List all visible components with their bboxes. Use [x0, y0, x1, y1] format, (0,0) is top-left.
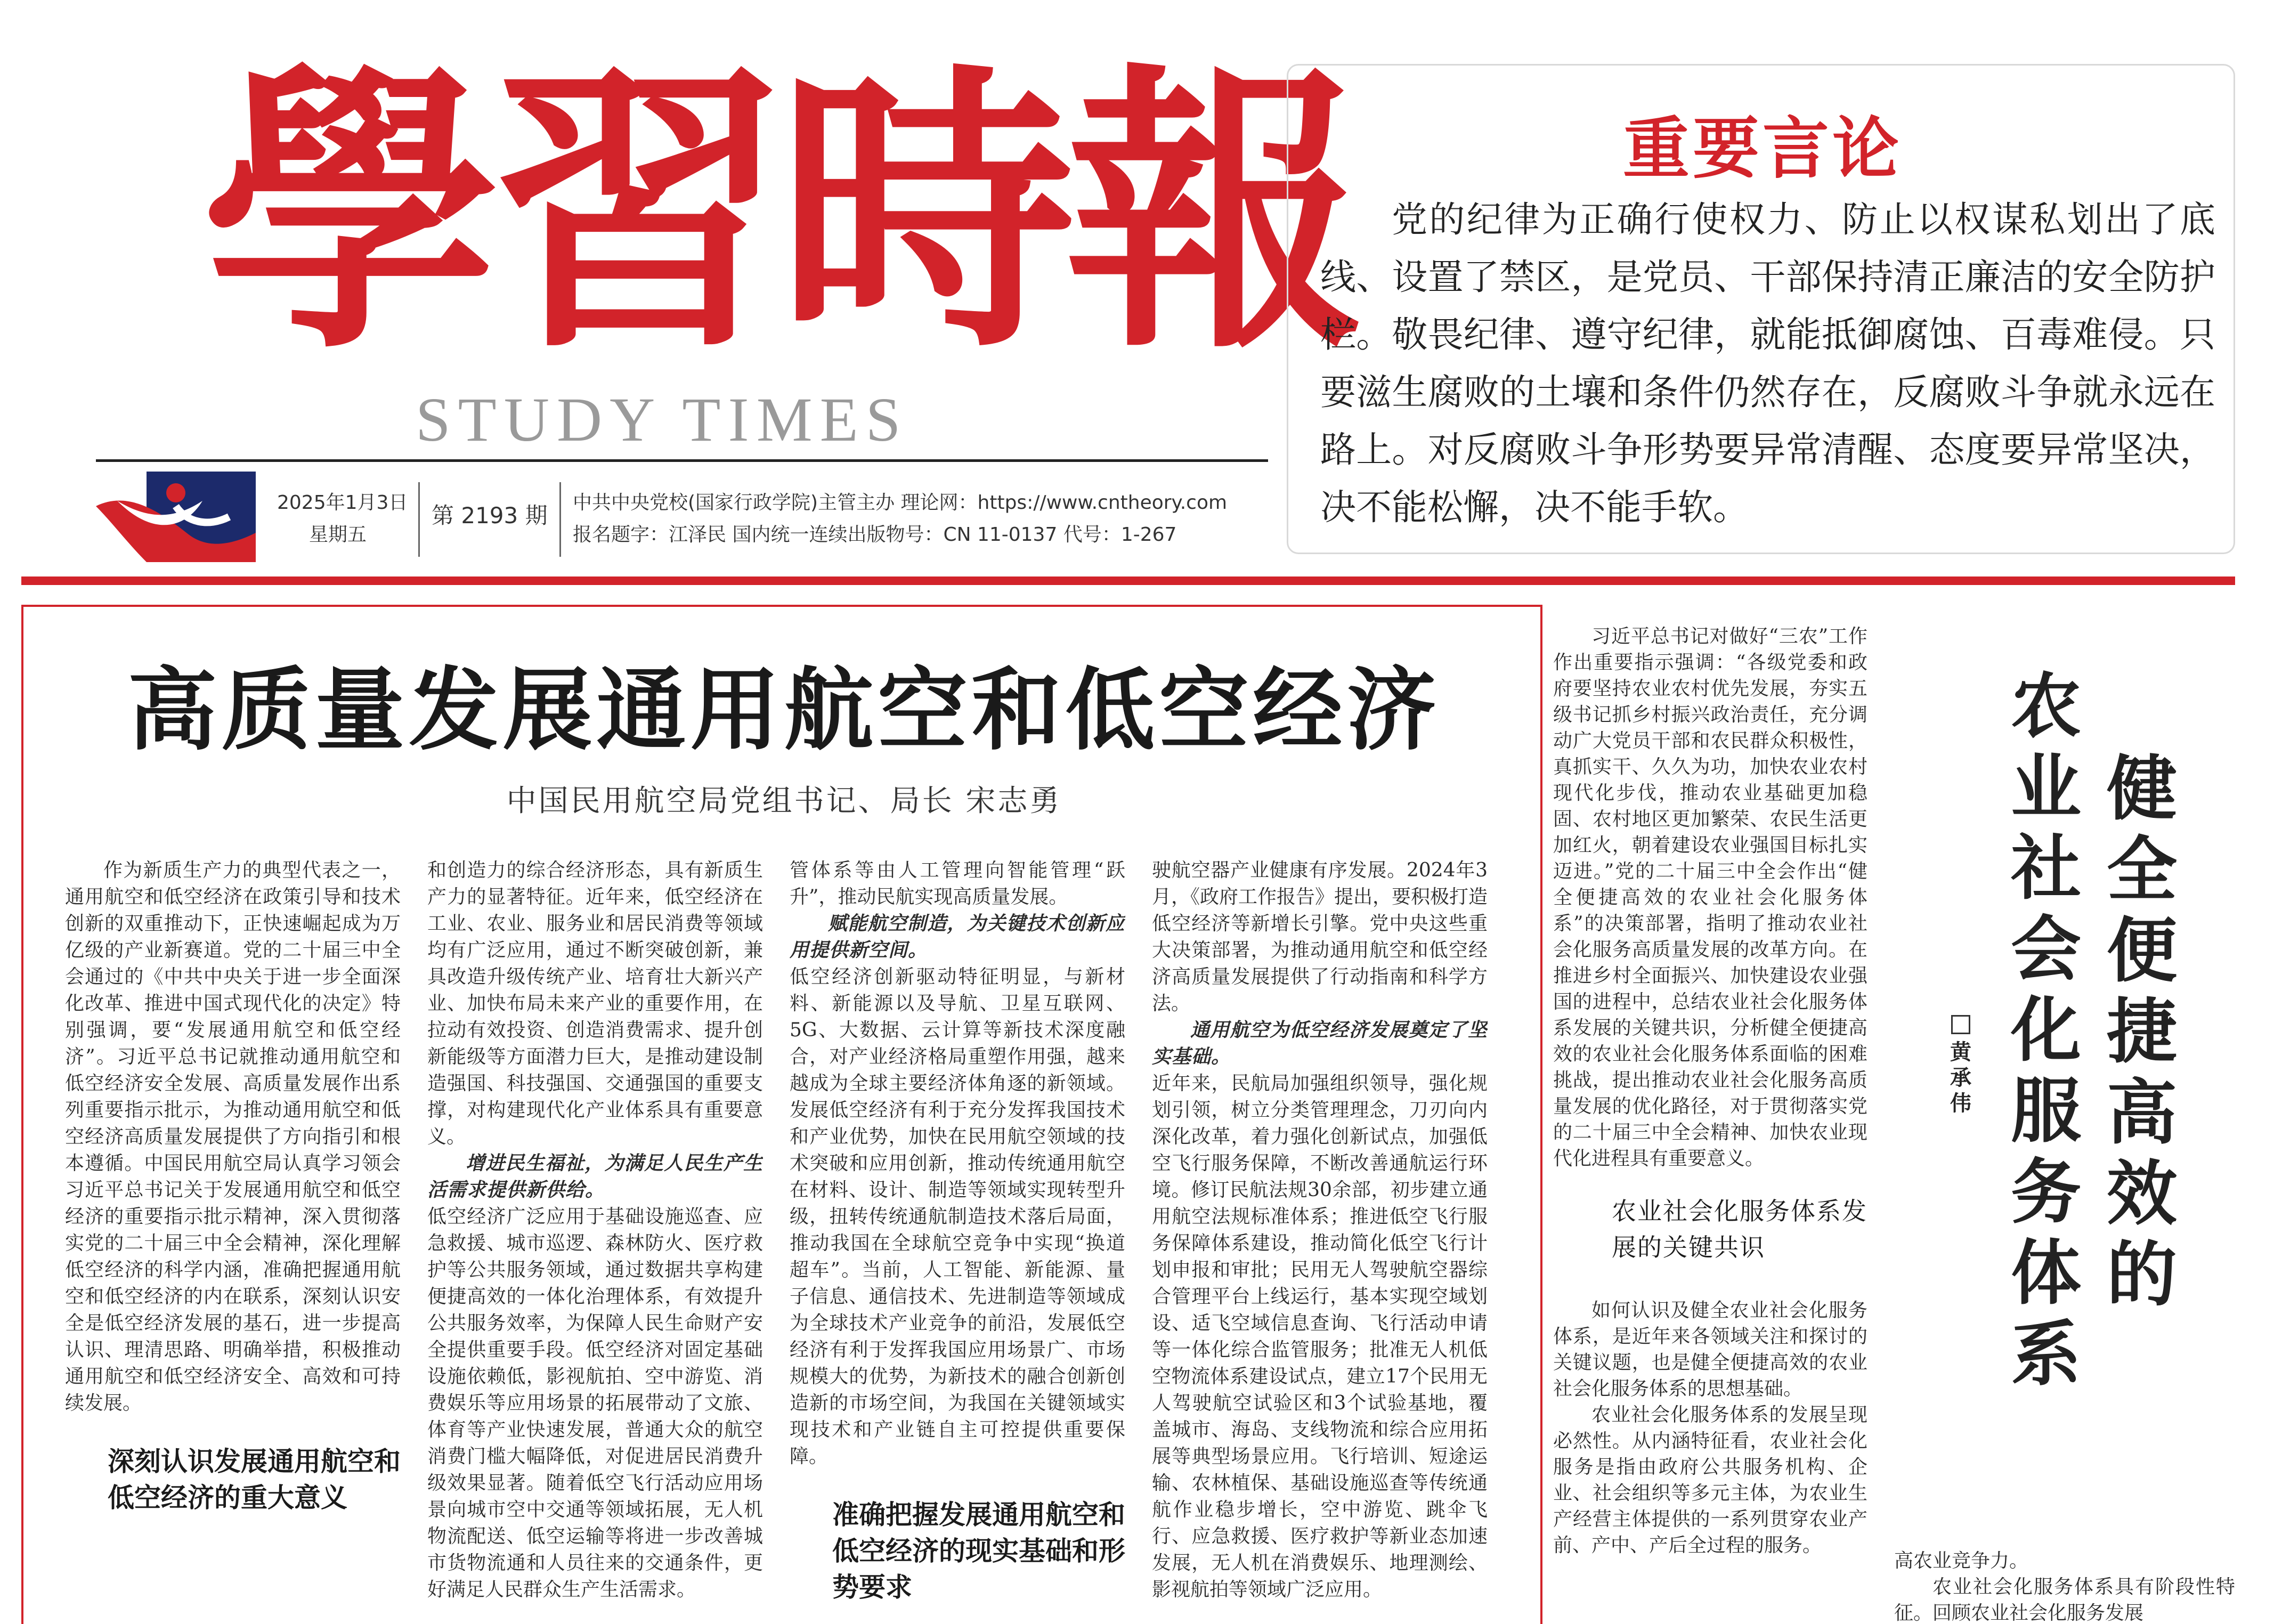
subheading: 通用航空为低空经济发展奠定了坚实基础。	[1152, 1019, 1488, 1068]
masthead-rule	[96, 459, 1268, 462]
right-article-author	[1945, 1015, 1977, 1116]
author-box-icon	[1951, 1015, 1970, 1034]
paragraph: 驶航空器产业健康有序发展。2024年3月，《政府工作报告》提出，要积极打造低空经济等新增长引擎。党中央这些重大决策部署，为推动通用航空和低空经济高质量发展提供了行动指南和科学方法。	[1152, 859, 1488, 1014]
key-quote-box	[1287, 64, 2235, 554]
newspaper-logo-icon	[96, 469, 256, 565]
section-heading: 农业社会化服务体系发展的关键共识	[1612, 1197, 1867, 1262]
paragraph: 农业社会化服务体系的发展呈现必然性。从内涵特征看，农业社会化服务是指由政府公共服务机构、企业、社会组织等多元主体，为农业生产经营主体提供的一系列贯穿农业产前、产中、产后全过程的服务。	[1553, 1404, 1867, 1556]
key-quote-title: 重要言论	[1623, 110, 1902, 188]
section-heading: 准确把握发展通用航空和低空经济的现实基础和形势要求	[832, 1499, 1125, 1603]
info-separator	[559, 482, 561, 557]
publication-codes: 报名题字：江泽民 国内统一连续出版物号：CN 11-0137 代号：1-267	[573, 524, 1177, 546]
paragraph: 如何认识及健全农业社会化服务体系，是近年来各领域关注和探讨的关键议题，也是健全便捷高效的农业社会化服务体系的思想基础。	[1553, 1300, 1867, 1400]
lead-article	[21, 605, 1542, 1624]
lead-column-3	[790, 857, 1125, 1624]
issue-date: 2025年1月3日	[277, 492, 408, 514]
issue-number: 第 2193 期	[432, 502, 548, 529]
right-article-column-1	[1553, 623, 1867, 1624]
paragraph: 管体系等由人工管理向智能管理“跃升”，推动民航实现高质量发展。	[790, 859, 1125, 908]
key-quote-text: 党的纪律为正确行使权力、防止以权谋私划出了底线、设置了禁区，是党员、干部保持清正廉洁的安全防护栏。敬畏纪律、遵守纪律，就能抵御腐蚀、百毒难侵。只要滋生腐败的土壤和条件仍然存在，反腐败斗争就永远在路上。对反腐败斗争形势要异常清醒、态度要异常坚决，决不能松懈，决不能手软。	[1320, 199, 2215, 528]
info-separator	[418, 482, 420, 557]
author-name: 黄承伟	[1950, 1040, 1971, 1116]
paragraph: 高农业竞争力。	[1894, 1550, 2029, 1572]
lead-byline: 中国民用航空局党组书记、局长 宋志勇	[506, 784, 1062, 818]
subheading: 增进民生福祉，为满足人民生产生活需求提供新供给。	[427, 1152, 763, 1201]
section-heading: 深刻认识发展通用航空和低空经济的重大意义	[108, 1446, 401, 1513]
subheading: 赋能航空制造，为关键技术创新应用提供新空间。	[790, 913, 1125, 961]
paragraph: 低空经济创新驱动特征明显，与新材料、新能源以及导航、卫星互联网、5G、大数据、云计算等新技术深度融合，对产业经济格局重塑作用强，越来越成为全球主要经济体角逐的新领域。发展低空经济有利于充分发挥我国技术和产业优势，加快在民用航空领域的技术突破和应用创新，推动传统通用航空在材料、设计、制造等领域实现转型升级，扭转传统通航制造技术落后局面，推动我国在全球航空竞争中实现“换道超车”。当前，人工智能、新能源、量子信息、通信技术、先进制造等领域成为全球技术产业竞争的前沿，发展低空经济有利于发挥我国应用场景广、市场规模大的优势，为新技术的融合创新创造新的市场空间，为我国在关键领域实现技术和产业链自主可控提供重要保障。	[790, 966, 1125, 1467]
issue-weekday: 星期五	[309, 524, 367, 546]
lead-column-1	[65, 857, 401, 1624]
right-article-column-2	[1894, 1548, 2235, 1624]
masthead-english-title: STUDY TIMES	[416, 385, 908, 454]
lead-column-2	[427, 857, 763, 1624]
lead-headline: 高质量发展通用航空和低空经济	[127, 657, 1441, 762]
paragraph: 习近平总书记对做好“三农”工作作出重要指示强调：“各级党委和政府要坚持农业农村优先发展，夯实五级书记抓乡村振兴政治责任，充分调动广大党员干部和农民群众积极性，真抓实干、久久为功，加快农业农村现代化步伐，推动农业基础更加稳固、农村地区更加繁荣、农民生活更加红火，朝着建设农业强国目标扎实迈进。”党的二十届三中全会作出“健全便捷高效的农业社会化服务体系”的决策部署，指明了推动农业社会化服务高质量发展的改革方向。在推进乡村全面振兴、加快建设农业强国的进程中，总结农业社会化服务体系发展的关键共识，分析健全便捷高效的农业社会化服务体系面临的困难挑战，提出推动农业社会化服务高质量发展的优化路径，对于贯彻落实党的二十届三中全会精神、加快农业现代化进程具有重要意义。	[1553, 626, 1867, 1170]
masthead-title: 學習時報	[202, 38, 1353, 388]
paragraph: 低空经济广泛应用于基础设施巡查、应急救援、城市巡逻、森林防火、医疗救护等公共服务领域，通过数据共享构建便捷高效的一体化治理体系，有效提升公共服务效率，为保障人民生命财产安全提供重要手段。低空经济对固定基础设施依赖低，影视航拍、空中游览、消费娱乐等应用场景的拓展带动了文旅、体育等产业快速发展，普通大众的航空消费门槛大幅降低，对促进居民消费升级效果显著。随着低空飞行活动应用场景向城市空中交通等领域拓展，无人机物流配送、低空运输等将进一步改善城市货物流通和人员往来的交通条件，更好满足人民群众生产生活需求。	[427, 1206, 763, 1601]
right-article-title-line-2: 健全便捷高效的	[2107, 748, 2177, 1316]
masthead-divider-bar	[21, 576, 2235, 585]
right-article-title-line-1: 农业社会化服务体系	[2011, 665, 2081, 1395]
paragraph: 作为新质生产力的典型代表之一，通用航空和低空经济在政策引导和技术创新的双重推动下，正快速崛起成为万亿级的产业新赛道。党的二十届三中全会通过的《中共中央关于进一步全面深化改革、推进中国式现代化的决定》特别强调，要“发展通用航空和低空经济”。习近平总书记就推动通用航空和低空经济安全发展、高质量发展作出系列重要指示批示，为推动通用航空和低空经济高质量发展提供了方向指引和根本遵循。中国民用航空局认真学习领会习近平总书记关于发展通用航空和低空经济的重要指示批示精神，深入贯彻落实党的二十届三中全会精神，深化理解低空经济的科学内涵，准确把握通用航空和低空经济的内在联系，深刻认识安全是低空经济发展的基石，进一步提高认识、理清思路、明确举措，积极推动通用航空和低空经济安全、高效和可持续发展。	[65, 859, 401, 1414]
lead-column-4	[1152, 857, 1488, 1624]
publisher-info: 中共中央党校(国家行政学院)主管主办 理论网：https://www.cntheory.com	[573, 492, 1228, 514]
paragraph: 近年来，民航局加强组织领导，强化规划引领，树立分类管理理念，刀刃向内深化改革，着力强化创新试点，加强低空飞行服务保障，不断改善通航运行环境。修订民航法规30余部，初步建立通用航空法规标准体系；推进低空飞行服务保障体系建设，推动简化低空飞行计划申报和审批；民用无人驾驶航空器综合管理平台上线运行，基本实现空域划设、适飞空域信息查询、飞行活动申请等一体化综合监管服务；批准无人机低空物流体系建设试点，建立17个民用无人驾驶航空试验区和3个试验基地，覆盖城市、海岛、支线物流和综合应用拓展等典型场景应用。飞行培训、短途运输、农林植保、基础设施巡查等传统通航作业稳步增长，空中游览、跳伞飞行、应急救援、医疗救护等新业态加速发展，无人机在消费娱乐、地理测绘、影视航拍等领域广泛应用。	[1152, 1073, 1488, 1601]
paragraph: 农业社会化服务体系具有阶段性特征。回顾农业社会化服务发展	[1894, 1576, 2235, 1624]
paragraph: 和创造力的综合经济形态，具有新质生产力的显著特征。近年来，低空经济在工业、农业、服务业和居民消费等领域均有广泛应用，通过不断突破创新，兼具改造升级传统产业、培育壮大新兴产业、加快布局未来产业的重要作用，在拉动有效投资、创造消费需求、提升创新能级等方面潜力巨大，是推动建设制造强国、科技强国、交通强国的重要支撑，对构建现代化产业体系具有重要意义。	[427, 859, 763, 1148]
